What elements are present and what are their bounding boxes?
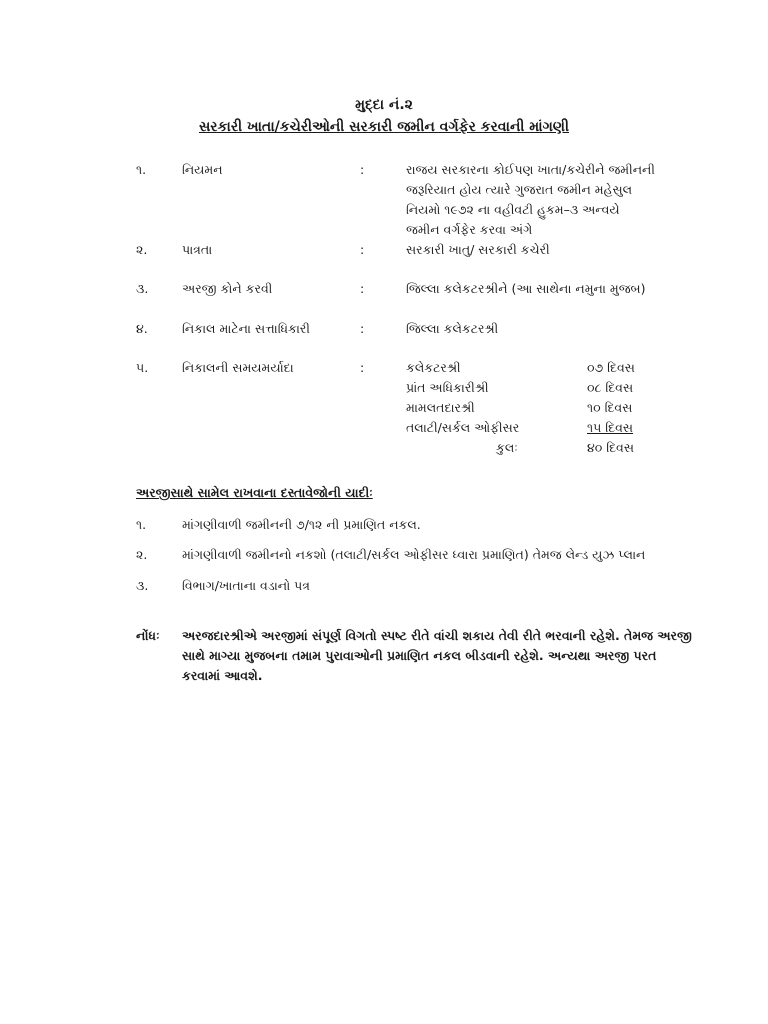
document-text: વિભાગ/ખાતાના વડાનો પત્ર: [182, 578, 310, 593]
timeline-days: ૦૭ દિવસ: [587, 360, 635, 375]
timeline-office: મામલતદારશ્રી: [406, 400, 475, 415]
document-number: ૧.: [136, 517, 147, 532]
item-colon: :: [360, 242, 365, 257]
timeline-days: ૧૫ દિવસ: [587, 420, 634, 435]
item-label: અરજી કોને કરવી: [182, 281, 273, 296]
item-value: જિલ્લા કલેકટરશ્રીને (આ સાથેના નમુના મુજબ): [406, 281, 646, 296]
timeline-office: કલેકટરશ્રી: [406, 360, 461, 375]
document-number: ૩.: [136, 578, 149, 593]
document-subtitle: સરકારી ખાતા/કચેરીઓની સરકારી જમીન વર્ગફેર કરવાની માંગણી: [198, 119, 570, 135]
item-label: નિયમન: [182, 162, 223, 177]
timeline-total-label: કુલઃ: [496, 440, 518, 455]
item-number: ૧.: [136, 162, 147, 177]
documents-heading: અરજીસાથે સામેલ રાખવાના દસ્તાવેજોની યાદીઃ: [136, 485, 373, 500]
item-colon: :: [360, 162, 365, 177]
item-colon: :: [360, 281, 365, 296]
note-label: નોંધઃ: [136, 628, 160, 643]
document-text: માંગણીવાળી જમીનની ૭/૧૨ ની પ્રમાણિત નકલ.: [182, 517, 421, 532]
item-label: નિકાલ માટેના સત્તાધિકારી: [182, 321, 310, 336]
timeline-days: ૦૮ દિવસ: [587, 380, 634, 395]
item-value: જિલ્લા કલેકટરશ્રી: [406, 321, 499, 336]
item-value: રાજય સરકારના કોઈપણ ખાતા/કચેરીને જમીનની જરૂરિયાત હોય ત્યારે ગુજરાત જમીન મહેસુલ નિયમો ૧૯૭૨ ના વહીવટી હુકમ–૩ અન્વયે જમીન વર્ગફેર કરવા અંગે: [406, 162, 655, 237]
document-number: ૨.: [136, 547, 148, 562]
document-text: માંગણીવાળી જમીનનો નકશો (તલાટી/સર્કલ ઓફીસર ધ્વારા પ્રમાણિત) તેમજ લેન્ડ યુઝ પ્લાન: [182, 547, 646, 562]
item-value: સરકારી ખાતુ/ સરકારી કચેરી: [406, 242, 550, 257]
timeline-office: પ્રાંત અધિકારીશ્રી: [406, 380, 489, 395]
item-label: પાત્રતા: [182, 242, 213, 257]
item-number: ૨.: [136, 242, 148, 257]
timeline-days: ૧૦ દિવસ: [587, 400, 633, 415]
document-title: મુદ્દા નં.૨: [355, 97, 413, 113]
item-label: નિકાલની સમયમર્યાદા: [182, 360, 294, 375]
item-number: ૩.: [136, 281, 149, 296]
item-number: ૪.: [136, 321, 148, 336]
item-colon: :: [360, 321, 365, 336]
item-colon: :: [360, 360, 365, 375]
item-number: ૫.: [136, 360, 149, 375]
note-text: અરજદારશ્રીએ અરજીમાં સંપૂર્ણ વિગતો સ્પષ્ટ રીતે વાંચી શકાય તેવી રીતે ભરવાની રહેશે. તેમજ અરજી સાથે માગ્યા મુજબના તમામ પુરાવાઓની પ્રમાણિત નકલ બીડવાની રહેશે. અન્યથા અરજી પરત કરવામાં આવશે.: [182, 628, 692, 683]
timeline-total-days: ૪૦ દિવસ: [587, 440, 634, 455]
timeline-office: તલાટી/સર્કલ ઓફીસર: [406, 420, 520, 435]
